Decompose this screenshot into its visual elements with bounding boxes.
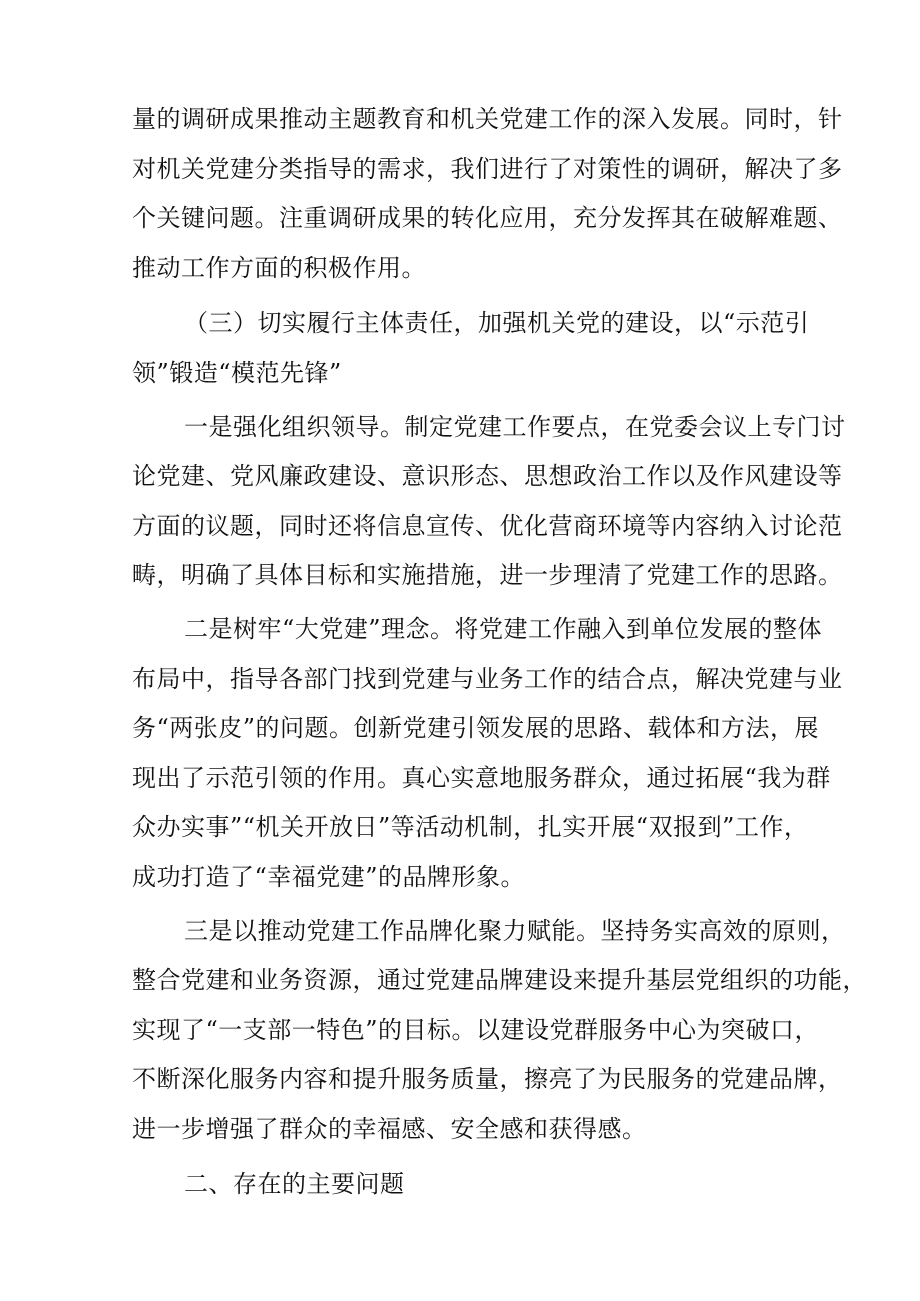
text-line: 布局中，指导各部门找到党建与业务工作的结合点，解决党建与业 [132, 664, 843, 693]
text-line: 对机关党建分类指导的需求，我们进行了对策性的调研，解决了多 [132, 154, 843, 183]
text-line: 领”锻造“模范先锋” [132, 358, 342, 387]
text-line: 畴，明确了具体目标和实施措施，进一步理清了党建工作的思路。 [132, 561, 843, 590]
section-heading-3 [132, 299, 810, 398]
paragraph-organization-leadership [132, 403, 846, 601]
text-line: 三是以推动党建工作品牌化聚力赋能。坚持务实高效的原则， [184, 916, 846, 945]
text-line: 论党建、党风廉政建设、意识形态、思想政治工作以及作风建设等 [132, 462, 843, 491]
text-line: 二、存在的主要问题 [184, 1170, 405, 1199]
text-line: 二是树牢“大党建”理念。将党建工作融入到单位发展的整体 [184, 614, 823, 643]
paragraph-branding [132, 907, 867, 1155]
text-line: 方面的议题，同时还将信息宣传、优化营商环境等内容纳入讨论范 [132, 511, 843, 540]
text-line: （三）切实履行主体责任，加强机关党的建设，以“示范引 [184, 309, 810, 338]
text-line: 进一步增强了群众的幸福感、安全感和获得感。 [132, 1114, 647, 1143]
text-line: 个关键问题。注重调研成果的转化应用，充分发挥其在破解难题、 [132, 204, 843, 233]
text-line: 众办实事”“机关开放日”等活动机制，扎实开展“双报到”工作， [132, 813, 809, 842]
text-line: 整合党建和业务资源，通过党建品牌建设来提升基层党组织的功能， [132, 966, 867, 995]
text-line: 推动工作方面的积极作用。 [132, 253, 426, 282]
document-body [132, 95, 867, 1210]
text-line: 现出了示范引领的作用。真心实意地服务群众，通过拓展“我为群 [132, 763, 831, 792]
text-line: 实现了“一支部一特色”的目标。以建设党群服务中心为突破口， [132, 1015, 820, 1044]
section-heading-2 [132, 1160, 802, 1210]
text-line: 量的调研成果推动主题教育和机关党建工作的深入发展。同时，针 [132, 105, 843, 133]
text-line: 一是强化组织领导。制定党建工作要点，在党委会议上专门讨 [184, 412, 846, 441]
text-line: 不断深化服务内容和提升服务质量，擦亮了为民服务的党建品牌， [132, 1065, 843, 1094]
text-line: 成功打造了“幸福党建”的品牌形象。 [132, 862, 526, 891]
text-line: 务“两张皮”的问题。创新党建引领发展的思路、载体和方法，展 [132, 714, 820, 743]
paragraph-research-results [132, 95, 843, 293]
paragraph-big-party-building [132, 605, 843, 903]
